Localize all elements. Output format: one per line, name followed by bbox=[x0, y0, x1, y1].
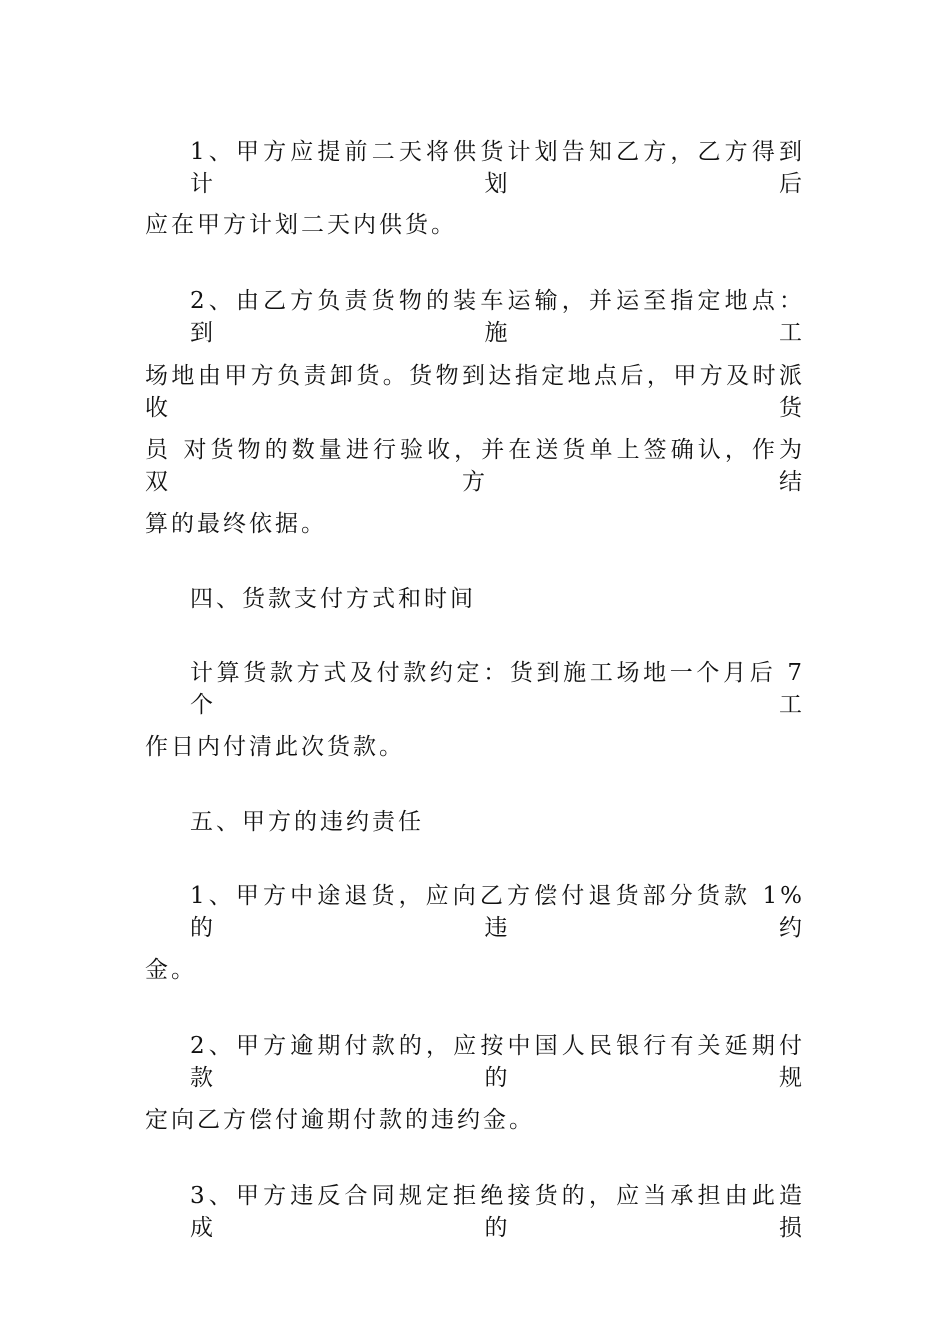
paragraph-line: 1、甲方中途退货，应向乙方偿付退货部分货款 1%的违约 bbox=[190, 883, 805, 941]
section-heading: 四、货款支付方式和时间 bbox=[190, 586, 476, 612]
paragraph-line: 2、由乙方负责货物的装车运输，并运至指定地点：到施工 bbox=[190, 288, 805, 346]
paragraph-line: 2、甲方逾期付款的，应按中国人民银行有关延期付款的规 bbox=[190, 1033, 805, 1091]
paragraph-line: 应在甲方计划二天内供货。 bbox=[145, 212, 457, 238]
section-heading: 五、甲方的违约责任 bbox=[190, 809, 424, 835]
paragraph-line: 作日内付清此次货款。 bbox=[145, 734, 405, 760]
paragraph-line: 金。 bbox=[145, 957, 197, 983]
paragraph-line: 场地由甲方负责卸货。货物到达指定地点后，甲方及时派收货 bbox=[145, 363, 805, 421]
paragraph-line: 计算货款方式及付款约定：货到施工场地一个月后 7 个工 bbox=[190, 660, 805, 718]
paragraph-line: 定向乙方偿付逾期付款的违约金。 bbox=[145, 1107, 535, 1133]
paragraph-line: 1、甲方应提前二天将供货计划告知乙方，乙方得到计划后 bbox=[190, 139, 805, 197]
paragraph-line: 3、甲方违反合同规定拒绝接货的，应当承担由此造成的损 bbox=[190, 1183, 805, 1241]
paragraph-line: 员 对货物的数量进行验收，并在送货单上签确认，作为双方结 bbox=[145, 437, 805, 495]
paragraph-line: 算的最终依据。 bbox=[145, 511, 327, 537]
